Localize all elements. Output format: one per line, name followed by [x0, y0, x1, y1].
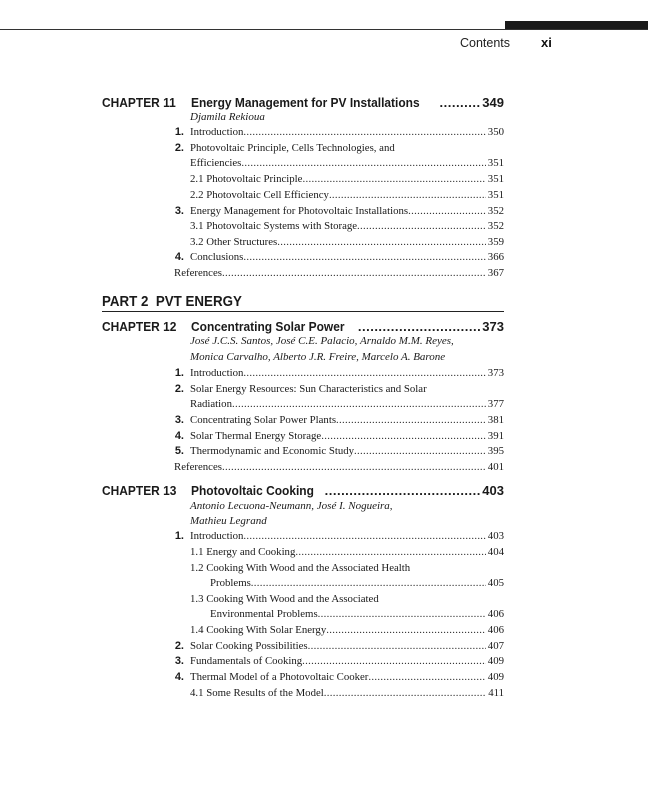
leader-dots	[358, 319, 481, 334]
toc-subentry[interactable]: Environmental Problems ..... 406	[210, 608, 504, 620]
chapter-title-row[interactable]	[191, 483, 504, 498]
toc-entry[interactable]: Introduction ..... 373	[190, 367, 504, 379]
section-number: 2.	[174, 142, 184, 154]
section-number: 2.	[174, 383, 184, 395]
section-number: 1.	[174, 126, 184, 138]
references-entry[interactable]: References ..... 367	[174, 267, 504, 279]
chapter-authors: Monica Carvalho, Alberto J.R. Freire, Marcelo A. Barone	[190, 351, 446, 363]
part-rule	[102, 311, 504, 312]
toc-subentry[interactable]: Problems ..... 405	[210, 577, 504, 589]
toc-entry[interactable]: Thermal Model of a Photovoltaic Cooker ..... 409	[190, 671, 504, 683]
toc-subentry[interactable]: 1.1 Energy and Cooking ..... 404	[190, 546, 504, 558]
running-header-title: Contents	[460, 36, 511, 50]
chapter-label: CHAPTER 13	[102, 483, 177, 498]
chapter-page: 403	[482, 483, 504, 498]
leader-dots	[325, 483, 482, 498]
chapter-label: CHAPTER 11	[102, 95, 176, 110]
section-number: 2.	[174, 640, 184, 652]
toc-subentry[interactable]: 3.2 Other Structures ..... 359	[190, 236, 504, 248]
toc-subentry[interactable]: 2.2 Photovoltaic Cell Efficiency ..... 351	[190, 189, 504, 201]
section-number: 1.	[174, 367, 184, 379]
toc-subentry[interactable]: 4.1 Some Results of the Model ..... 411	[190, 687, 504, 699]
chapter-authors: Mathieu Legrand	[190, 515, 267, 527]
chapter-title-row[interactable]	[191, 95, 504, 110]
toc-subentry-text: 1.2 Cooking With Wood and the Associated Health	[190, 562, 411, 574]
section-number: 4.	[174, 671, 184, 683]
page-number: xi	[541, 35, 552, 50]
toc-entry-text: Solar Energy Resources: Sun Characteristics and Solar	[190, 383, 427, 395]
chapter-title: Photovoltaic Cooking	[191, 483, 314, 498]
toc-subentry-text: 1.3 Cooking With Wood and the Associated	[190, 593, 379, 605]
section-number: 3.	[174, 414, 184, 426]
part-label: PART 2	[102, 294, 149, 310]
chapter-authors: Antonio Lecuona-Neumann, José I. Nogueira,	[190, 500, 393, 512]
section-number: 1.	[174, 530, 184, 542]
toc-entry[interactable]: Efficiencies ..... 351	[190, 157, 504, 169]
toc-entry[interactable]: Concentrating Solar Power Plants ..... 381	[190, 414, 504, 426]
chapter-authors: Djamila Rekioua	[190, 111, 265, 123]
chapter-label: CHAPTER 12	[102, 319, 177, 334]
chapter-title: Concentrating Solar Power	[191, 319, 345, 334]
section-number: 3.	[174, 655, 184, 667]
chapter-page: 373	[482, 319, 504, 334]
toc-entry[interactable]: Solar Thermal Energy Storage ..... 391	[190, 430, 504, 442]
section-number: 3.	[174, 205, 184, 217]
toc-entry[interactable]: Introduction ..... 350	[190, 126, 504, 138]
toc-entry[interactable]: Solar Cooking Possibilities ..... 407	[190, 640, 504, 652]
section-number: 4.	[174, 430, 184, 442]
part-title: PVT ENERGY	[155, 294, 242, 310]
toc-entry[interactable]: Introduction ..... 403	[190, 530, 504, 542]
chapter-title-row[interactable]	[191, 319, 504, 334]
chapter-page: 349	[482, 95, 504, 110]
toc-entry-text: Photovoltaic Principle, Cells Technologies, and	[190, 142, 395, 154]
chapter-authors: José J.C.S. Santos, José C.E. Palacio, Arnaldo M.M. Reyes,	[190, 335, 454, 347]
toc-entry[interactable]: Radiation ..... 377	[190, 398, 504, 410]
toc-subentry[interactable]: 2.1 Photovoltaic Principle ..... 351	[190, 173, 504, 185]
leader-dots	[440, 95, 482, 110]
section-number: 4.	[174, 251, 184, 263]
toc-entry[interactable]: Conclusions ..... 366	[190, 251, 504, 263]
toc-subentry[interactable]: 3.1 Photovoltaic Systems with Storage ..... 352	[190, 220, 504, 232]
toc-entry[interactable]: Energy Management for Photovoltaic Installations ..... 352	[190, 205, 504, 217]
part-heading	[102, 294, 242, 310]
toc-entry[interactable]: Thermodynamic and Economic Study ..... 395	[190, 445, 504, 457]
chapter-title: Energy Management for PV Installations	[191, 95, 420, 110]
header-rule	[0, 29, 648, 30]
toc-entry[interactable]: Fundamentals of Cooking ..... 409	[190, 655, 504, 667]
section-number: 5.	[174, 445, 184, 457]
references-entry[interactable]: References ..... 401	[174, 461, 504, 473]
toc-subentry[interactable]: 1.4 Cooking With Solar Energy ..... 406	[190, 624, 504, 636]
